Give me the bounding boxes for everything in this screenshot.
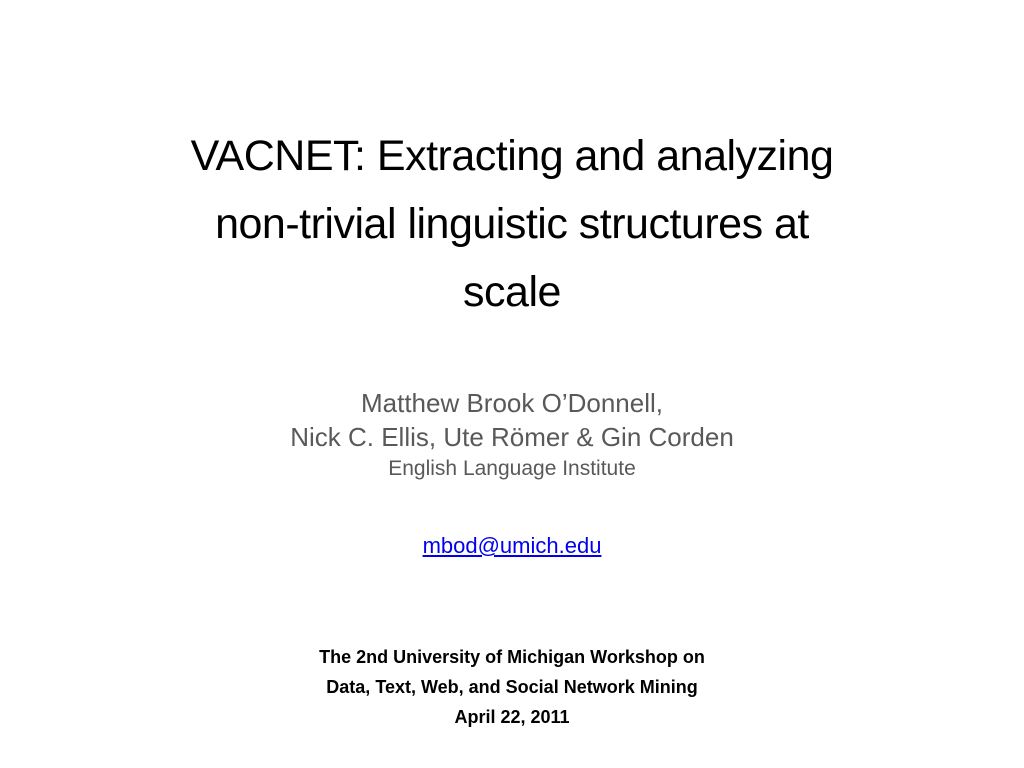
email-block — [100, 530, 924, 562]
event-line-1: The 2nd University of Michigan Workshop on — [319, 647, 705, 667]
authors-line-1: Matthew Brook O’Donnell, — [360, 388, 664, 418]
event-date: April 22, 2011 — [454, 707, 570, 727]
title-line-1: VACNET: Extracting and analyzing — [190, 132, 834, 180]
title-line-3: scale — [463, 268, 561, 316]
email-link[interactable]: mbod@umich.edu — [422, 533, 602, 558]
event-block — [100, 642, 924, 732]
authors-block — [100, 386, 924, 484]
affiliation: English Language Institute — [388, 457, 636, 480]
slide-title — [90, 122, 934, 326]
title-line-2: non-trivial linguistic structures at — [215, 200, 809, 248]
event-line-2: Data, Text, Web, and Social Network Mining — [326, 677, 698, 697]
authors-line-2: Nick C. Ellis, Ute Römer & Gin Corden — [290, 422, 734, 452]
